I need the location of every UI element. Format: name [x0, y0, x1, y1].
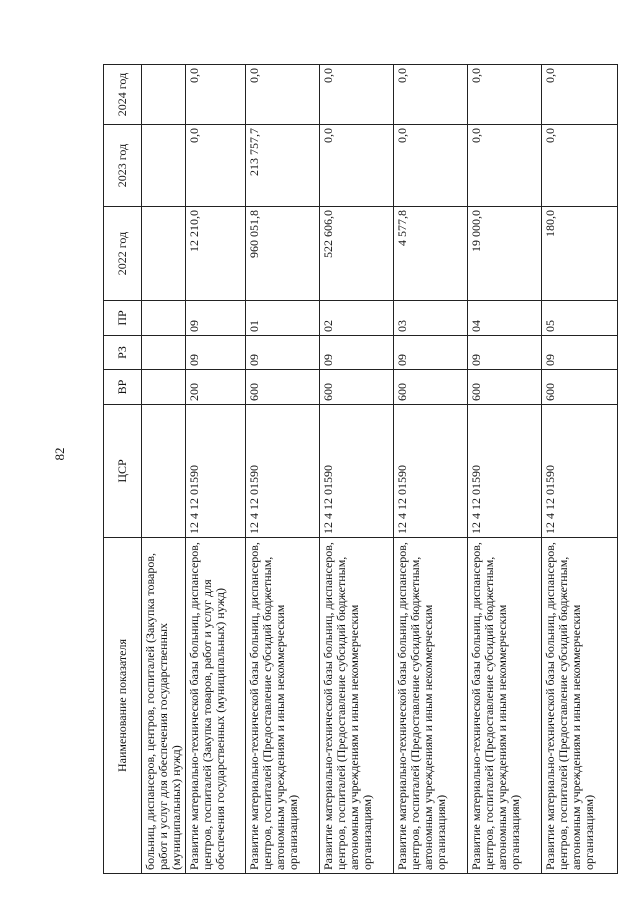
cell-vr: 600	[246, 370, 320, 405]
cell-pr: 04	[468, 301, 542, 336]
cell-2023: 0,0	[542, 125, 618, 207]
cell-csr: 12 4 12 01590	[394, 405, 468, 538]
cell-vr: 600	[468, 370, 542, 405]
cell-name: Развитие материально-технической базы больниц, диспансеров, центров, госпиталей (Предоставление субсидий бюджетным, автономным учреждениям и иным некоммерческим организациям)	[542, 538, 618, 874]
cell-2024: 0,0	[542, 65, 618, 125]
header-2022: 2022 год	[104, 207, 142, 301]
cell-2023: 0,0	[394, 125, 468, 207]
cell-rz: 09	[320, 336, 394, 370]
cell-vr: 600	[542, 370, 618, 405]
header-csr: ЦСР	[104, 405, 142, 538]
cell-2024: 0,0	[320, 65, 394, 125]
cell-2022: 960 051,8	[246, 207, 320, 301]
cell-csr: 12 4 12 01590	[542, 405, 618, 538]
table-row	[246, 65, 320, 874]
table-row	[142, 65, 186, 874]
cell-rz	[142, 336, 186, 370]
cell-2024: 0,0	[394, 65, 468, 125]
cell-pr: 05	[542, 301, 618, 336]
cell-name: больниц, диспансеров, центров, госпиталей (Закупка товаров, работ и услуг для обеспечения государственных (муниципальных) нужд)	[142, 538, 186, 874]
cell-name: Развитие материально-технической базы больниц, диспансеров, центров, госпиталей (Предоставление субсидий бюджетным, автономным учреждениям и иным некоммерческим организациям)	[468, 538, 542, 874]
cell-csr: 12 4 12 01590	[468, 405, 542, 538]
cell-name: Развитие материально-технической базы больниц, диспансеров, центров, госпиталей (Закупка товаров, работ и услуг для обеспечения государственных (муниципальных) нужд)	[186, 538, 246, 874]
cell-rz: 09	[246, 336, 320, 370]
cell-rz: 09	[186, 336, 246, 370]
cell-pr: 01	[246, 301, 320, 336]
cell-2022: 19 000,0	[468, 207, 542, 301]
table-row	[320, 65, 394, 874]
page-number: 82	[52, 447, 67, 461]
header-2023: 2023 год	[104, 125, 142, 207]
budget-table	[103, 64, 618, 874]
cell-csr	[142, 405, 186, 538]
table-row	[186, 65, 246, 874]
header-vr: ВР	[104, 370, 142, 405]
cell-name: Развитие материально-технической базы больниц, диспансеров, центров, госпиталей (Предоставление субсидий бюджетным, автономным учреждениям и иным некоммерческим организациям)	[320, 538, 394, 874]
cell-2022	[142, 207, 186, 301]
table-row	[394, 65, 468, 874]
cell-2022: 12 210,0	[186, 207, 246, 301]
cell-pr: 02	[320, 301, 394, 336]
cell-2024: 0,0	[186, 65, 246, 125]
cell-pr: 09	[186, 301, 246, 336]
cell-csr: 12 4 12 01590	[186, 405, 246, 538]
cell-csr: 12 4 12 01590	[246, 405, 320, 538]
cell-2023: 0,0	[468, 125, 542, 207]
cell-csr: 12 4 12 01590	[320, 405, 394, 538]
cell-2024	[142, 65, 186, 125]
cell-2024: 0,0	[246, 65, 320, 125]
cell-pr: 03	[394, 301, 468, 336]
header-name: Наименование показателя	[104, 538, 142, 874]
cell-vr: 600	[320, 370, 394, 405]
cell-rz: 09	[542, 336, 618, 370]
cell-rz: 09	[394, 336, 468, 370]
cell-vr	[142, 370, 186, 405]
cell-vr: 600	[394, 370, 468, 405]
header-row	[104, 65, 142, 874]
cell-2023	[142, 125, 186, 207]
cell-2023: 0,0	[186, 125, 246, 207]
cell-name: Развитие материально-технической базы больниц, диспансеров, центров, госпиталей (Предоставление субсидий бюджетным, автономным учреждениям и иным некоммерческим организациям)	[394, 538, 468, 874]
cell-2023: 213 757,7	[246, 125, 320, 207]
header-pr: ПР	[104, 301, 142, 336]
rotated-table-container	[103, 65, 617, 874]
table-row	[542, 65, 618, 874]
cell-rz: 09	[468, 336, 542, 370]
cell-pr	[142, 301, 186, 336]
table-wrapper	[103, 65, 617, 874]
cell-name: Развитие материально-технической базы больниц, диспансеров, центров, госпиталей (Предоставление субсидий бюджетным, автономным учреждениям и иным некоммерческим организациям)	[246, 538, 320, 874]
cell-2023: 0,0	[320, 125, 394, 207]
cell-2024: 0,0	[468, 65, 542, 125]
cell-2022: 522 606,0	[320, 207, 394, 301]
table-row	[468, 65, 542, 874]
header-rz: РЗ	[104, 336, 142, 370]
cell-vr: 200	[186, 370, 246, 405]
cell-2022: 4 577,8	[394, 207, 468, 301]
cell-2022: 180,0	[542, 207, 618, 301]
header-2024: 2024 год	[104, 65, 142, 125]
